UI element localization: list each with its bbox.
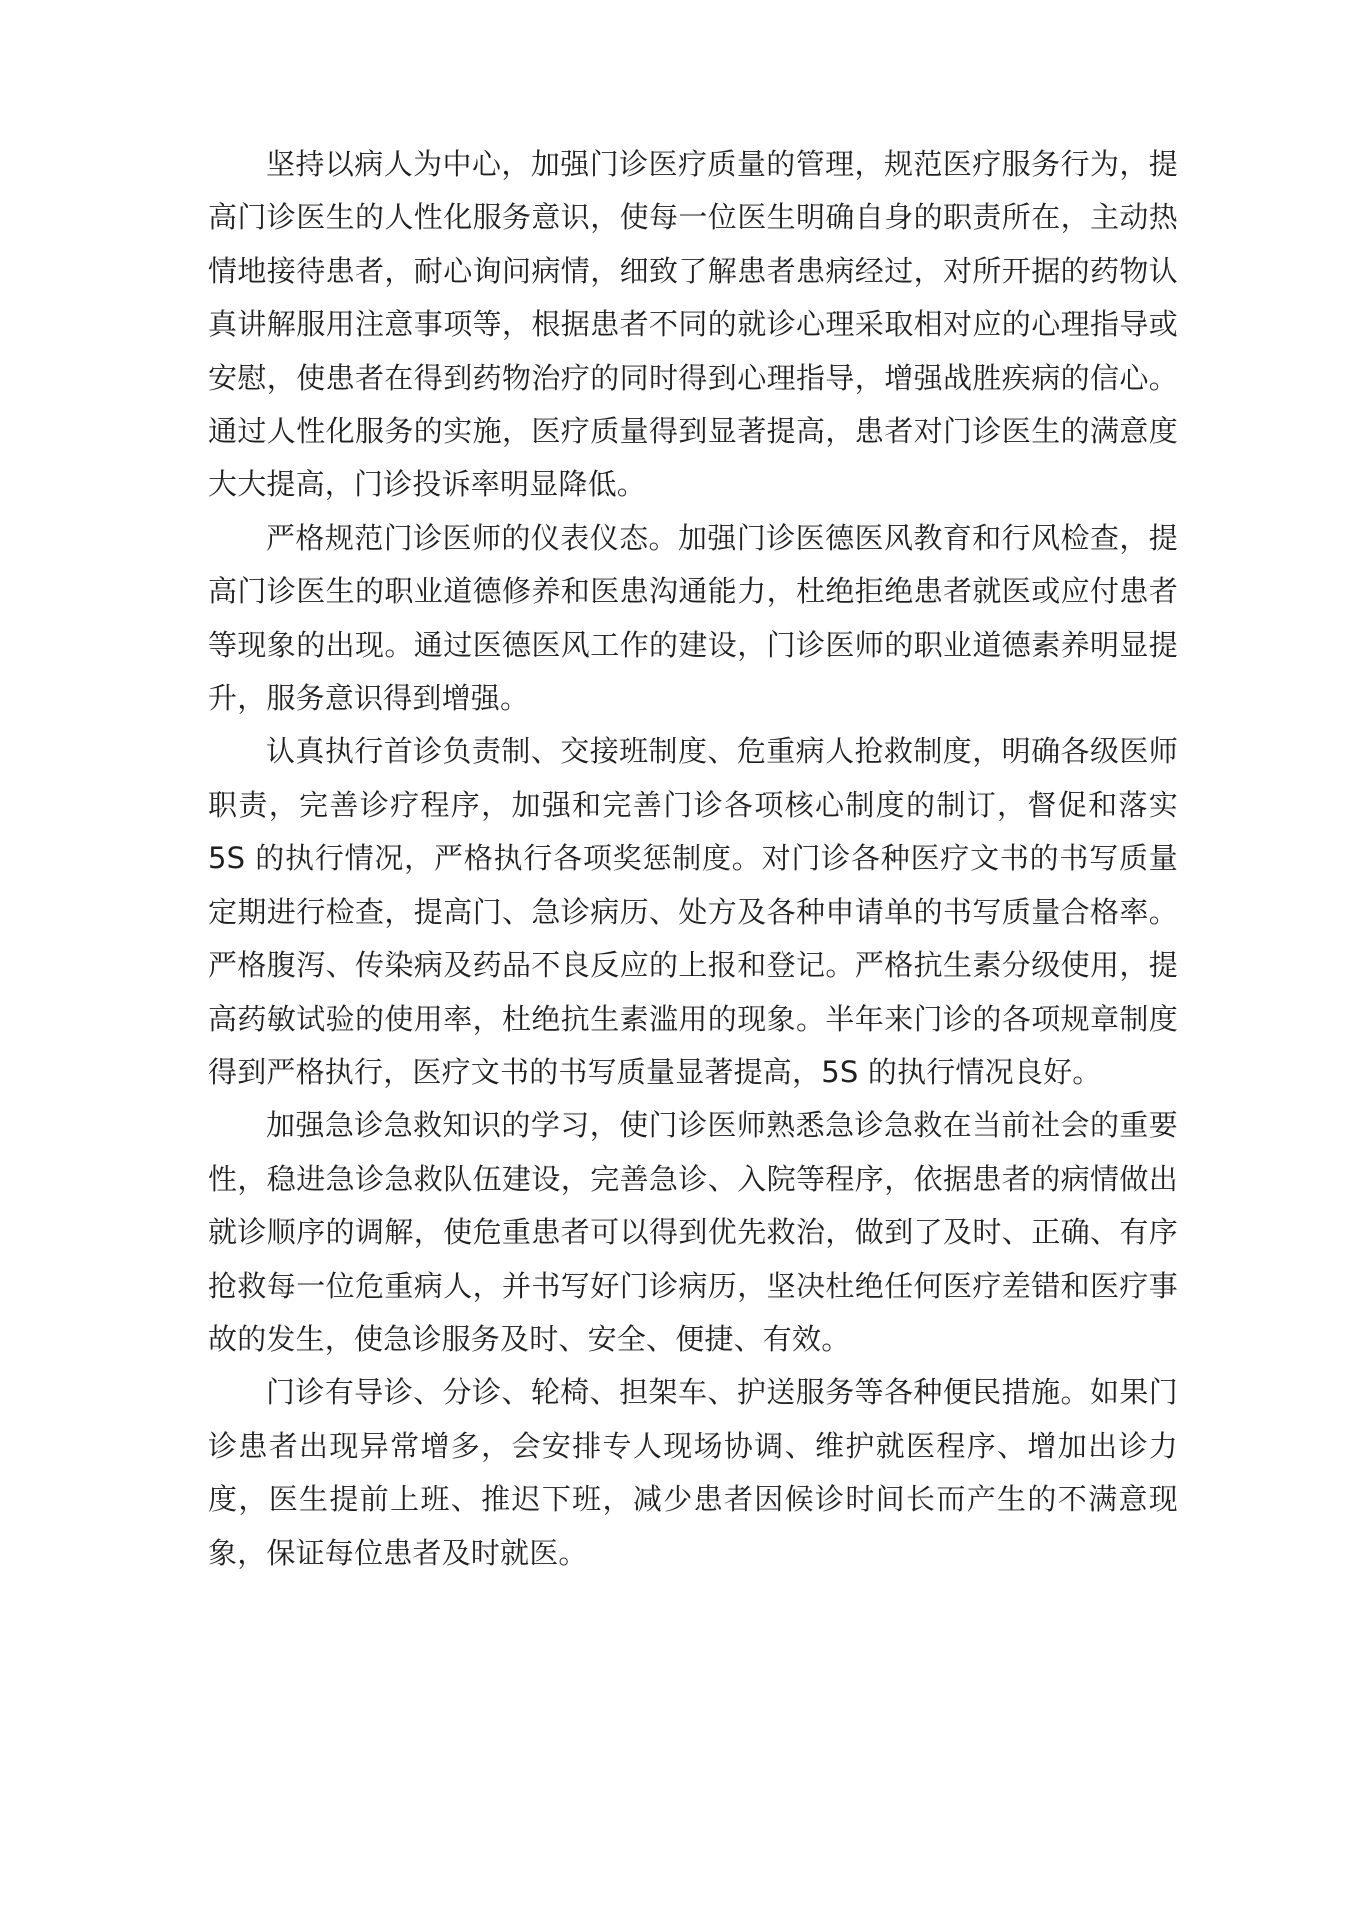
document-page (208, 138, 1178, 1580)
paragraph-doctor-conduct: 严格规范门诊医师的仪表仪态。加强门诊医德医风教育和行风检查，提高门诊医生的职业道德修养和医患沟通能力，杜绝拒绝患者就医或应付患者等现象的出现。通过医德医风工作的建设，门诊医师的职业道德素养明显提升，服务意识得到增强。 (208, 520, 1178, 716)
paragraph-core-systems: 认真执行首诊负责制、交接班制度、危重病人抢救制度，明确各级医师职责，完善诊疗程序，加强和完善门诊各项核心制度的制订，督促和落实 5S 的执行情况，严格执行各项奖惩制度。对门诊各种医疗文书的书写质量定期进行检查，提高门、急诊病历、处方及各种申请单的书写质量合格率。严格腹泻、传染病及药品不良反应的上报和登记。严格抗生素分级使用，提高药敏试验的使用率，杜绝抗生素滥用的现象。半年来门诊的各项规章制度得到严格执行，医疗文书的书写质量显著提高，5S 的执行情况良好。 (208, 734, 1178, 1089)
paragraph-convenience-measures: 门诊有导诊、分诊、轮椅、担架车、护送服务等各种便民措施。如果门诊患者出现异常增多，会安排专人现场协调、维护就医程序、增加出诊力度，医生提前上班、推迟下班，减少患者因候诊时间长而产生的不满意现象，保证每位患者及时就医。 (208, 1375, 1178, 1570)
paragraph-emergency-care: 加强急诊急救知识的学习，使门诊医师熟悉急诊急救在当前社会的重要性，稳进急诊急救队伍建设，完善急诊、入院等程序，依据患者的病情做出就诊顺序的调解，使危重患者可以得到优先救治，做到了及时、正确、有序抢救每一位危重病人，并书写好门诊病历，坚决杜绝任何医疗差错和医疗事故的发生，使急诊服务及时、安全、便捷、有效。 (208, 1108, 1178, 1356)
paragraph-patient-centered: 坚持以病人为中心，加强门诊医疗质量的管理，规范医疗服务行为，提高门诊医生的人性化服务意识，使每一位医生明确自身的职责所在，主动热情地接待患者，耐心询问病情，细致了解患者患病经过，对所开据的药物认真讲解服用注意事项等，根据患者不同的就诊心理采取相对应的心理指导或安慰，使患者在得到药物治疗的同时得到心理指导，增强战胜疾病的信心。通过人性化服务的实施，医疗质量得到显著提高，患者对门诊医生的满意度大大提高，门诊投诉率明显降低。 (208, 147, 1178, 502)
